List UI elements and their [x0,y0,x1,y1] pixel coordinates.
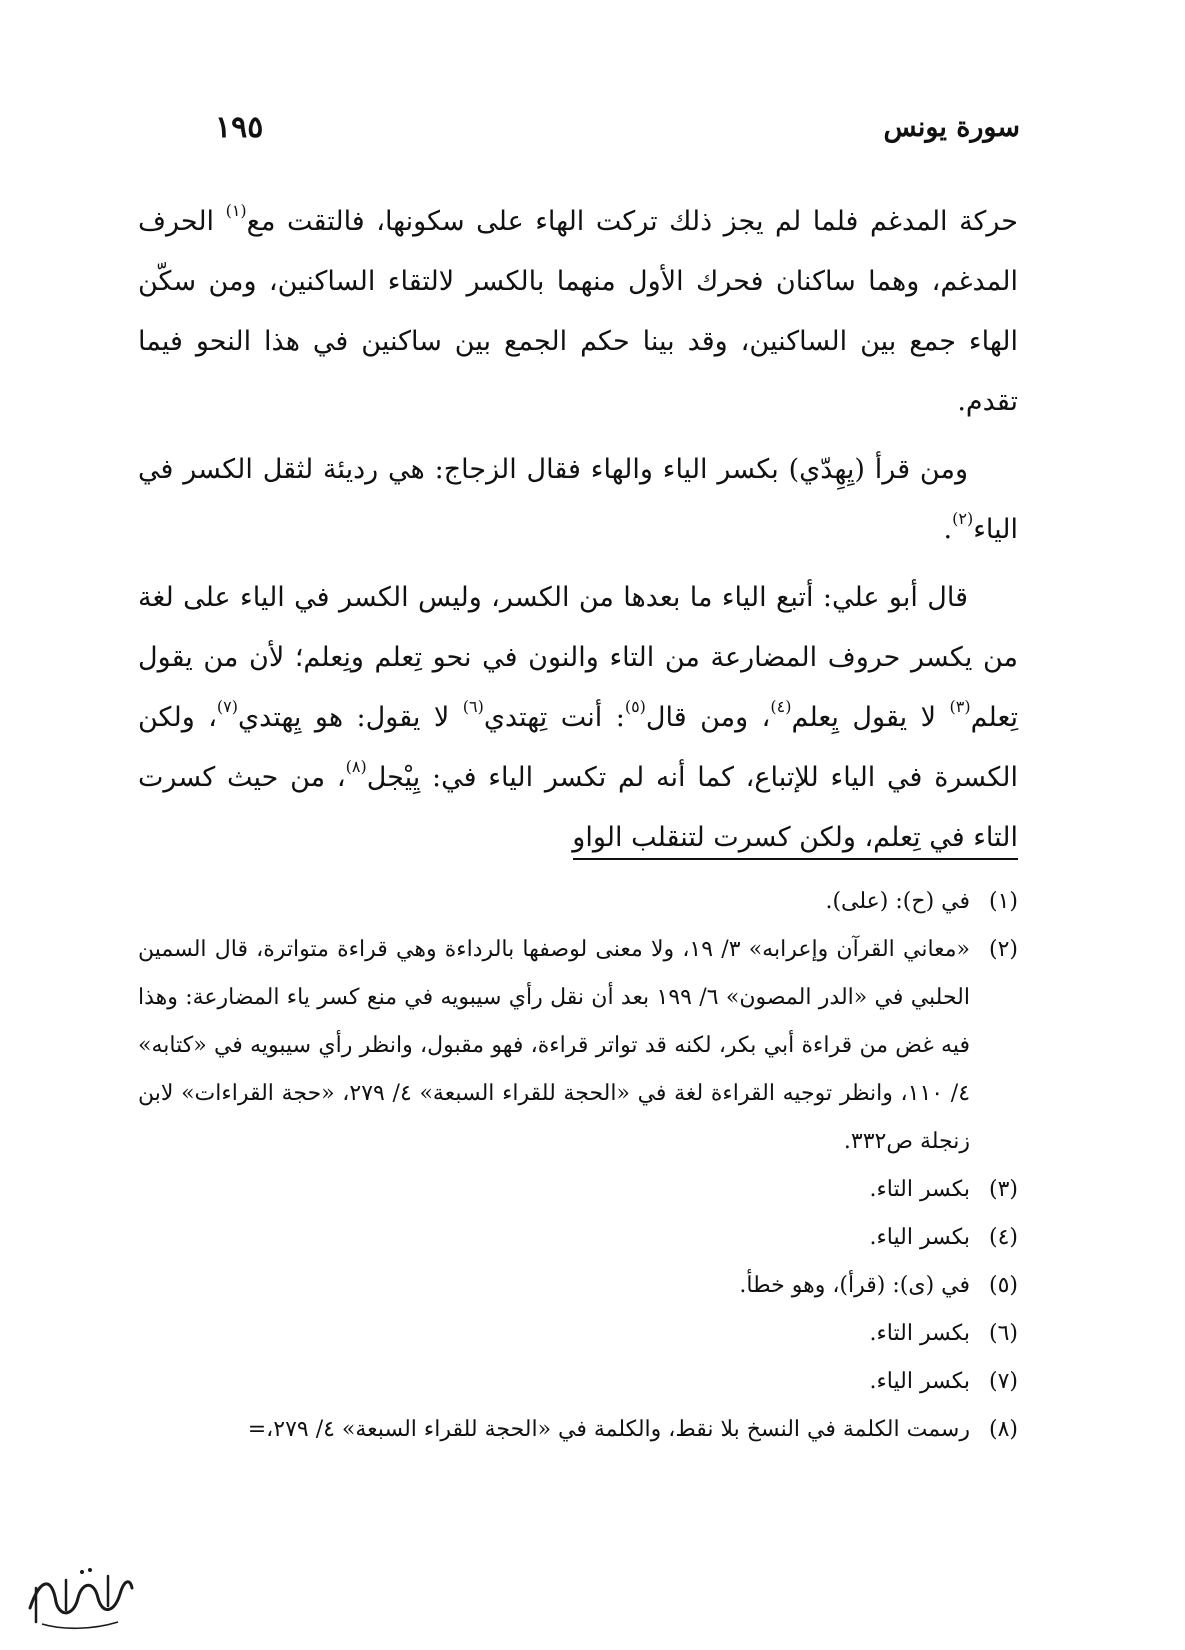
footnote-text: بكسر الياء. [869,1225,970,1250]
footnote-number: (٦) [988,1321,1018,1346]
paragraph-3 [138,568,1018,868]
paragraph-text: ، من حيث كسرت التاء في تِعلم، ولكن كسرت لتنقلب الواو [138,762,1018,853]
footnote-number: (٧) [988,1369,1018,1394]
paragraph-text: حركة المدغم فلما لم يجز ذلك تركت الهاء على سكونها، فالتقت مع [246,206,1018,237]
footnote-3 [138,1166,1018,1214]
footnote-text: بكسر التاء. [869,1177,970,1202]
footnote-text: بكسر التاء. [869,1321,970,1346]
running-header [215,112,1020,156]
footnote-text: رسمت الكلمة في النسخ بلا نقط، والكلمة في «الحجة للقراء السبعة» ٤/ ٢٧٩،= [247,1417,970,1442]
footnote-divider [573,858,1018,860]
paragraph-text: : أنت تِهتدي [483,702,625,733]
footnote-ref-4[interactable]: (٤) [770,697,792,716]
footnote-ref-7[interactable]: (٧) [216,697,239,716]
paragraph-text: الحرف المدغم، وهما ساكنان فحرك الأول منهما بالكسر لالتقاء الساكنين، ومن سكّن الهاء جمع بين الساكنين، وقد بينا حكم الجمع بين ساكنين في هذا النحو فيما تقدم. [138,206,1018,417]
calligraphy-stamp-logo [22,1558,137,1636]
footnote-6 [138,1310,1018,1358]
footnote-ref-1[interactable]: (١) [225,201,247,220]
footnote-number: (٣) [988,1177,1018,1202]
footnote-2 [138,926,1018,1166]
footnote-text: «معاني القرآن وإعرابه» ٣/ ١٩، ولا معنى لوصفها بالرداءة وهي قراءة متواترة، قال السمين الحلبي في «الدر المصون» ٦/ ١٩٩ بعد أن نقل رأي سيبويه في منع كسر ياء المضارعة: وهذا فيه غض من قراءة أبي بكر، لكنه قد تواتر قراءة، فهو مقبول، وانظر رأي سيبويه في «كتابه» ٤/ ١١٠، وانظر توجيه القراءة لغة في «الحجة للقراء السبعة» ٤/ ٢٧٩، «حجة القراءات» لابن زنجلة ص٣٣٢. [138,937,971,1154]
paragraph-text: ومن قرأ (يِهِدّي) بكسر الياء والهاء فقال الزجاج: هي رديئة لثقل الكسر في الياء [138,454,1018,545]
footnote-8 [138,1406,1018,1454]
footnote-number: (٨) [988,1417,1018,1442]
footnote-number: (١) [988,889,1018,914]
paragraph-text: ، ومن قال [645,702,771,733]
paragraph-text: . [943,514,953,545]
footnote-ref-3[interactable]: (٣) [949,697,971,716]
paragraph-text: قال أبو علي: أتبع الياء ما بعدها من الكسر، وليس الكسر في الياء على لغة من يكسر حروف المضارعة من التاء والنون في نحو تِعلم ونِعلم؛ لأن من يقول تِعلم [138,582,1019,733]
footnote-ref-2[interactable]: (٢) [952,509,974,528]
main-text [138,192,1018,876]
footnote-ref-8[interactable]: (٨) [345,757,367,776]
footnote-1 [138,878,1018,926]
footnote-5 [138,1262,1018,1310]
footnote-4 [138,1214,1018,1262]
footnote-text: بكسر الياء. [869,1369,970,1394]
paragraph-2 [138,440,1018,560]
footnote-ref-6[interactable]: (٦) [462,697,484,716]
footnote-text: في (ح): (على). [825,889,970,914]
paragraph-text: لا يقول: هو يِهتدي [238,702,463,733]
footnote-text: في (ى): (قرأ)، وهو خطأ. [739,1273,970,1298]
footnote-number: (٥) [988,1273,1018,1298]
surah-title: سورة يونس [883,112,1020,143]
footnote-7 [138,1358,1018,1406]
footnotes [138,878,1018,1454]
footnote-number: (٢) [988,937,1018,962]
footnote-ref-5[interactable]: (٥) [624,697,646,716]
footnote-number: (٤) [988,1225,1018,1250]
page-number: ١٩٥ [215,110,264,145]
paragraph-1 [138,192,1018,432]
paragraph-text: لا يقول يِعلم [791,702,950,733]
paragraph-text: ، ولكن الكسرة في الياء للإتباع، كما أنه لم تكسر الياء في: يِيْجل [138,702,1018,793]
